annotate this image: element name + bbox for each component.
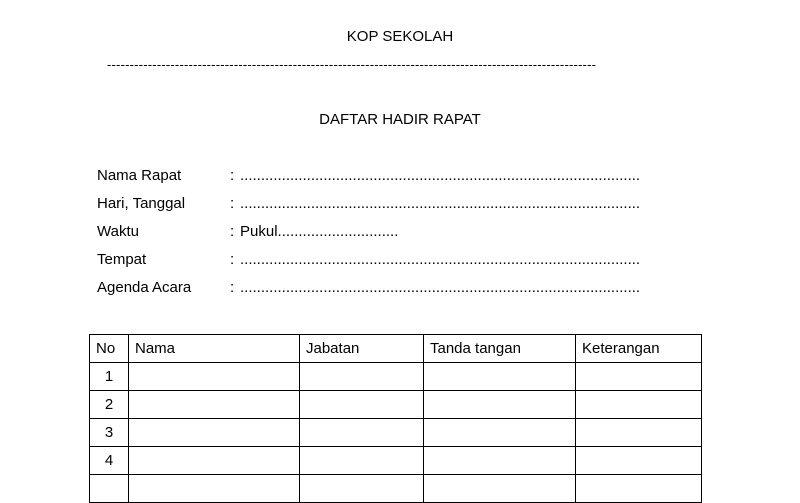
field-colon: : (230, 279, 235, 296)
nama-cell (129, 363, 300, 391)
jabatan-cell (300, 419, 424, 447)
field-value-blank: ................................................................................................ (240, 251, 641, 268)
meeting-info-fields (97, 167, 640, 307)
field-colon: : (230, 167, 235, 184)
tanda-tangan-cell (424, 475, 576, 503)
keterangan-cell (576, 419, 702, 447)
column-header-jabatan: Jabatan (300, 335, 424, 363)
table-row (90, 475, 702, 503)
field-label: Nama Rapat (97, 167, 182, 184)
field-value-blank: Pukul............................. (240, 223, 399, 240)
jabatan-cell (300, 363, 424, 391)
keterangan-cell (576, 391, 702, 419)
column-header-nama: Nama (129, 335, 300, 363)
field-colon: : (230, 195, 235, 212)
field-nama-rapat (97, 167, 640, 195)
row-number: 2 (90, 391, 129, 419)
keterangan-cell (576, 363, 702, 391)
row-number: 3 (90, 419, 129, 447)
field-label: Agenda Acara (97, 279, 192, 296)
field-colon: : (230, 223, 235, 240)
field-value-blank: ................................................................................................ (240, 167, 641, 184)
field-agenda-acara (97, 279, 640, 307)
letterhead-title: KOP SEKOLAH (346, 28, 454, 45)
tanda-tangan-cell (424, 391, 576, 419)
letterhead-divider: ------------------------------------------------------------------------------------------------------------ (107, 57, 597, 72)
jabatan-cell (300, 391, 424, 419)
nama-cell (129, 447, 300, 475)
row-number: 1 (90, 363, 129, 391)
column-header-tanda-tangan: Tanda tangan (424, 335, 576, 363)
document-title: DAFTAR HADIR RAPAT (319, 111, 481, 128)
jabatan-cell (300, 447, 424, 475)
field-label: Hari, Tanggal (97, 195, 186, 212)
table-row (90, 391, 702, 419)
attendance-table (89, 334, 702, 503)
field-value-blank: ................................................................................................ (240, 195, 641, 212)
tanda-tangan-cell (424, 447, 576, 475)
table-header-row (90, 335, 702, 363)
nama-cell (129, 391, 300, 419)
field-label: Tempat (97, 251, 147, 268)
field-tempat (97, 251, 640, 279)
jabatan-cell (300, 475, 424, 503)
nama-cell (129, 419, 300, 447)
tanda-tangan-cell (424, 363, 576, 391)
field-colon: : (230, 251, 235, 268)
keterangan-cell (576, 475, 702, 503)
column-header-keterangan: Keterangan (576, 335, 702, 363)
column-header-no: No (90, 335, 129, 363)
nama-cell (129, 475, 300, 503)
row-number: 4 (90, 447, 129, 475)
table-row (90, 447, 702, 475)
field-value-blank: ................................................................................................ (240, 279, 641, 296)
field-waktu (97, 223, 640, 251)
table-row (90, 419, 702, 447)
field-label: Waktu (97, 223, 139, 240)
table-row (90, 363, 702, 391)
tanda-tangan-cell (424, 419, 576, 447)
row-number (90, 475, 129, 503)
keterangan-cell (576, 447, 702, 475)
field-hari-tanggal (97, 195, 640, 223)
